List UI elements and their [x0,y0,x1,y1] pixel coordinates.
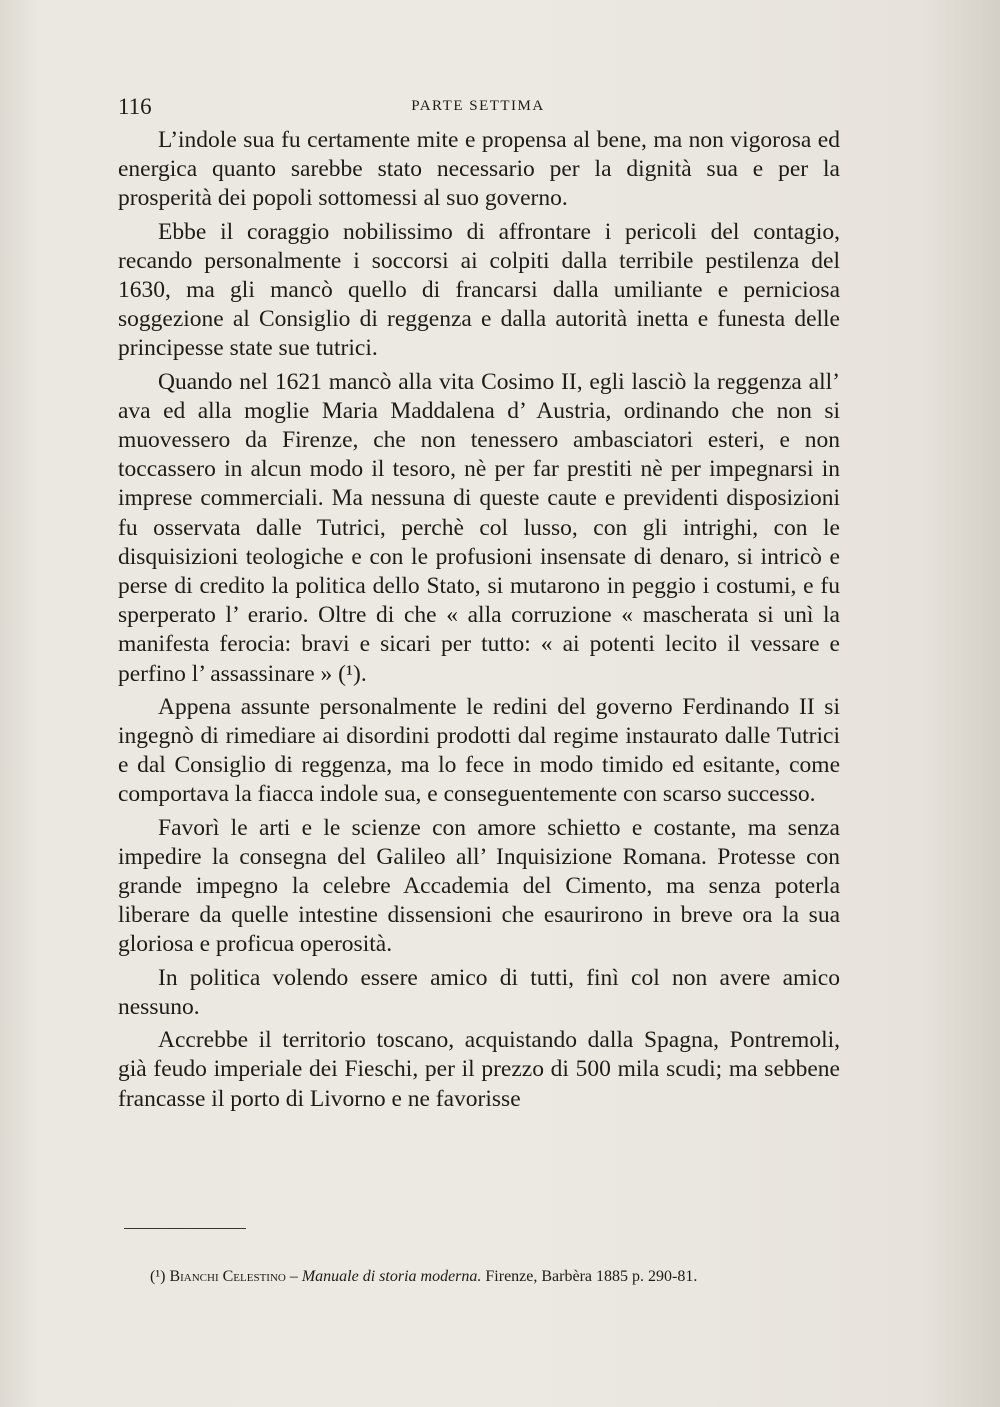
paragraph: Ebbe il coraggio nobilissimo di affrontare i pericoli del contagio, recando personalmente i soccorsi ai colpiti dalla terribile pestilenza del 1630, ma gli mancò quello di francarsi dalla umiliante e perniciosa soggezione al Consiglio di reggenza e dalla autorità inetta e funesta delle principesse state sue tutrici. [118,218,840,362]
footnote-divider [124,1228,246,1229]
main-text [118,126,840,1114]
paragraph: L’indole sua fu certamente mite e propensa al bene, ma non vigorosa ed energica quanto sarebbe stato necessario per la dignità sua e per la prosperità dei popoli sottomessi al suo governo. [118,127,840,212]
paragraph: Quando nel 1621 mancò alla vita Cosimo II, egli lasciò la reggenza all’ ava ed alla moglie Maria Maddalena d’ Austria, ordinando che non si muovessero da Firenze, che non tenessero ambasciatori esteri, e non toccassero in alcun modo il tesoro, nè per far prestiti nè per impegnarsi in imprese commerciali. Ma nessuna di queste caute e previdenti disposizioni fu osservata dalle Tutrici, perchè col lusso, con gli intrighi, con le disquisizioni teologiche e con le profusioni insensate di denaro, si intricò e perse di credito la politica dello Stato, si mutarono in peggio i costumi, e fu sperperato l’ erario. Oltre di che « alla corruzione « mascherata si unì la manifesta ferocia: bravi e sicari per tutto: « ai potenti lecito il vessare e perfino l’ assassinare » (¹). [118,368,840,687]
footnote-author: Bianchi Celestino [169,1268,286,1285]
paragraph: Appena assunte personalmente le redini del governo Ferdinando II si ingegnò di rimediare ai disordini prodotti dal regime instaurato dalle Tutrici e dal Consiglio di reggenza, ma lo fece in modo timido ed esitante, come comportava la fiacca indole sua, e conseguentemente con scarso successo. [118,693,840,808]
footnote-separator: – [289,1268,298,1285]
footnote-publication: Firenze, Barbèra 1885 p. 290-81. [485,1268,698,1285]
running-header [118,94,838,124]
footnote-marker: (¹) [150,1268,166,1285]
paragraph: Favorì le arti e le scienze con amore schietto e costante, ma senza impedire la consegna del Galileo all’ Inquisizione Romana. Protesse con grande impegno la celebre Accademia del Cimento, ma senza poterla liberare da quelle intestine dissensioni che esaurirono in breve ora la sua gloriosa e proficua operosità. [118,814,840,958]
paragraph: In politica volendo essere amico di tutti, finì col non avere amico nessuno. [118,964,840,1020]
footnote [150,1268,850,1286]
paragraph: Accrebbe il territorio toscano, acquistando dalla Spagna, Pontremoli, già feudo imperiale dei Fieschi, per il prezzo di 500 mila scudi; ma sebbene francasse il porto di Livorno e ne favorisse [118,1027,840,1112]
running-title: PARTE SETTIMA [411,98,545,114]
footnote-title: Manuale di storia moderna. [301,1268,482,1285]
page-number: 116 [118,94,152,119]
